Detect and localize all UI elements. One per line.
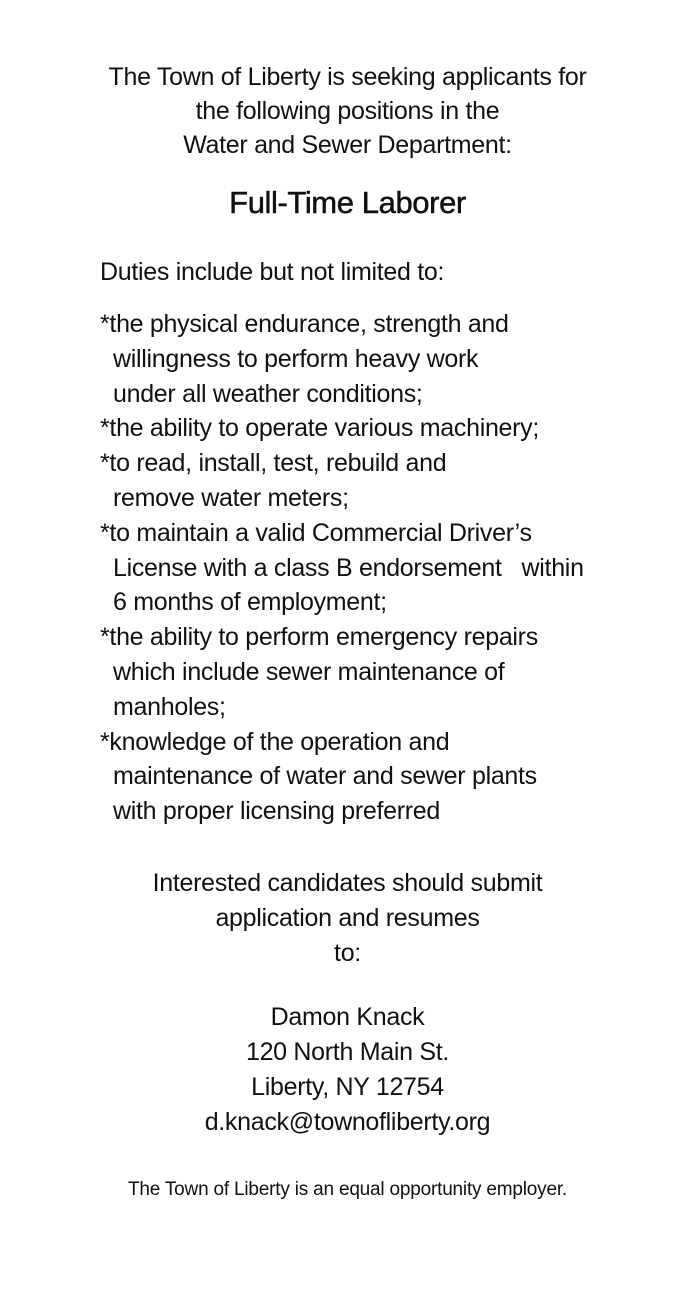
duties-heading: Duties include but not limited to:: [100, 258, 445, 286]
duty-item: [100, 307, 584, 411]
contact-street: 120 North Main St.: [245, 1038, 450, 1066]
duty-item: [100, 725, 584, 829]
duty-line: willingness to perform heavy work: [113, 344, 479, 373]
duty-line: 6 months of employment;: [113, 588, 387, 617]
duty-item: [100, 446, 584, 516]
duty-line: *to maintain a valid Commercial Driver’s: [100, 518, 532, 547]
intro-paragraph: [0, 60, 695, 162]
duty-line: under all weather conditions;: [113, 379, 423, 408]
duty-line: *to read, install, test, rebuild and: [100, 449, 447, 478]
duty-line: *knowledge of the operation and: [100, 727, 450, 756]
submission-instructions: [0, 866, 695, 971]
intro-line: Water and Sewer Department:: [183, 131, 512, 159]
duty-line: *the ability to perform emergency repairs: [100, 623, 538, 652]
duty-line: License with a class B endorsement within: [113, 553, 584, 582]
duty-item: [100, 620, 584, 724]
duty-line: *the physical endurance, strength and: [100, 310, 509, 338]
duty-line: which include sewer maintenance of: [113, 657, 505, 686]
duty-line: manholes;: [113, 692, 226, 721]
duty-item: [100, 516, 584, 620]
equal-opportunity-statement: The Town of Liberty is an equal opportunity employer.: [128, 1179, 567, 1200]
duty-line: *the ability to operate various machinery;: [100, 414, 540, 443]
intro-line: The Town of Liberty is seeking applicants for: [108, 63, 587, 91]
closing-line: Interested candidates should submit: [152, 869, 543, 897]
duty-line: maintenance of water and sewer plants: [113, 762, 537, 791]
intro-line: the following positions in the: [195, 97, 500, 125]
contact-city: Liberty, NY 12754: [251, 1073, 444, 1101]
duty-item: [100, 411, 584, 446]
contact-name: Damon Knack: [270, 1003, 425, 1031]
duty-line: with proper licensing preferred: [113, 797, 440, 826]
closing-line: to:: [334, 939, 361, 967]
closing-line: application and resumes: [215, 904, 480, 932]
duties-list: [100, 307, 584, 829]
duty-line: remove water meters;: [113, 483, 349, 512]
position-title: Full-Time Laborer: [229, 185, 466, 220]
contact-email: d.knack@townofliberty.org: [204, 1108, 491, 1136]
contact-block: [0, 1000, 695, 1140]
